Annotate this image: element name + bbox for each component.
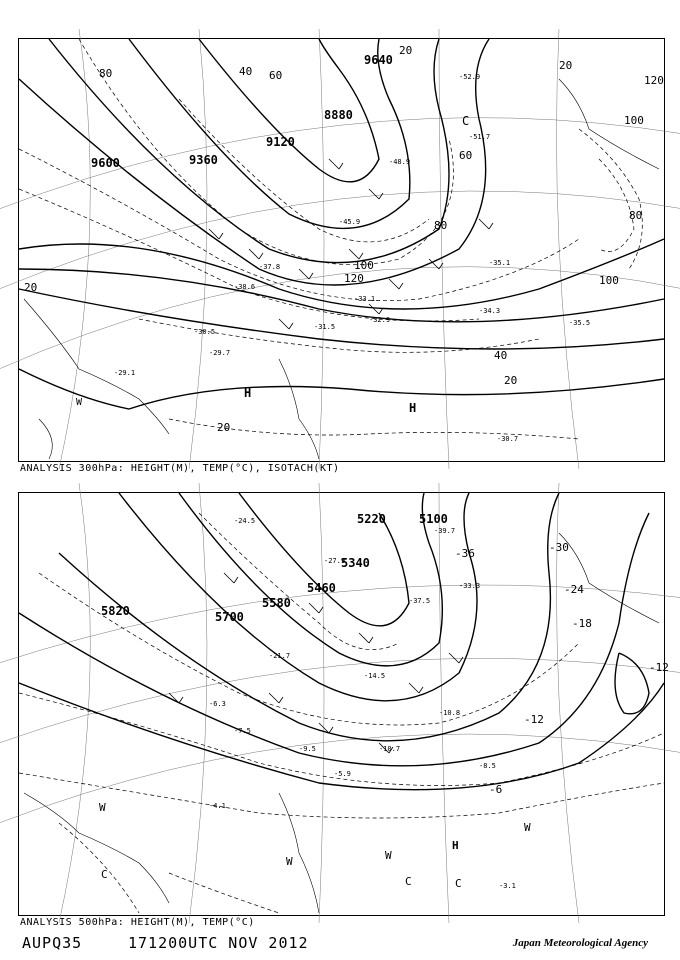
- height-label: 5460: [307, 581, 336, 595]
- isotach-label: 120: [644, 74, 664, 87]
- height-label: 9360: [189, 153, 218, 167]
- temp-label: -29.7: [209, 349, 231, 357]
- temp-label: -35.1: [489, 259, 511, 267]
- temperature-contours: [19, 513, 664, 913]
- height-label: 5820: [101, 604, 130, 618]
- high-pressure-marker: H: [452, 839, 459, 852]
- height-label: 5220: [357, 512, 386, 526]
- isotach-label: 60: [459, 149, 473, 162]
- station-label: -10.7: [379, 745, 401, 753]
- height-label: 9640: [364, 53, 393, 67]
- isotach-label: 40: [239, 65, 253, 78]
- station-label: -24.5: [234, 517, 256, 525]
- cold-center-marker: C: [405, 875, 412, 888]
- height-label: 8880: [324, 108, 353, 122]
- height-labels: [101, 512, 448, 624]
- isotach-label: 20: [217, 421, 231, 434]
- isotach-label: 100: [624, 114, 644, 127]
- temp-label: -38.6: [234, 283, 256, 291]
- temp-label: -29.1: [114, 369, 136, 377]
- station-label: -10.8: [439, 709, 461, 717]
- caption-300hpa: ANALYSIS 300hPa: HEIGHT(M), TEMP(°C), ISOTACH(KT): [20, 463, 340, 474]
- isotach-label: 20: [399, 44, 413, 57]
- temp-label: -52.9: [459, 73, 481, 81]
- map-300hpa-svg: [19, 39, 664, 461]
- warm-center-marker: W: [286, 855, 293, 868]
- pressure-centers: [99, 801, 531, 890]
- temp-label: -35.5: [569, 319, 591, 327]
- cold-center-marker: C: [101, 868, 108, 881]
- height-label: 5700: [215, 610, 244, 624]
- height-contours: [19, 493, 664, 790]
- cold-center-marker: C: [455, 877, 462, 890]
- station-label: -3.1: [499, 882, 516, 890]
- station-label: -37.5: [409, 597, 431, 605]
- height-label: 9600: [91, 156, 120, 170]
- isotach-label: 60: [269, 69, 283, 82]
- chart-id: AUPQ35: [22, 934, 83, 952]
- station-label: -33.3: [459, 582, 481, 590]
- temp-label: -34.3: [479, 307, 501, 315]
- station-label: -6.3: [209, 700, 226, 708]
- station-label: -5.9: [334, 770, 351, 778]
- temp-label: -45.9: [339, 218, 361, 226]
- temp-label: -32.9: [369, 316, 391, 324]
- station-label: -8.5: [479, 762, 496, 770]
- station-label: -39.7: [434, 527, 456, 535]
- temp-contour-label: -36: [455, 547, 475, 560]
- station-label: -14.5: [364, 672, 386, 680]
- isotach-label: 20: [24, 281, 38, 294]
- height-label: 5580: [262, 596, 291, 610]
- warm-center-marker: W: [76, 397, 83, 408]
- temp-label: -48.9: [389, 158, 411, 166]
- warm-center-marker: W: [385, 849, 392, 862]
- isotach-label: 20: [504, 374, 518, 387]
- temp-contour-label: -18: [572, 617, 592, 630]
- isotach-contours: [19, 39, 642, 439]
- isotach-label: 100: [599, 274, 619, 287]
- isotach-label: 80: [629, 209, 643, 222]
- wind-barbs: [209, 159, 493, 329]
- map-panel-500hpa: [18, 492, 669, 916]
- map-500hpa-svg: [19, 493, 669, 915]
- station-label: -21.7: [269, 652, 291, 660]
- station-labels: [209, 517, 516, 890]
- temp-contour-label: -24: [564, 583, 584, 596]
- temp-contour-label: -6: [489, 783, 503, 796]
- height-label: 5100: [419, 512, 448, 526]
- map-panel-300hpa: [18, 38, 665, 462]
- station-label: -7.5: [234, 727, 251, 735]
- valid-time: 171200UTC NOV 2012: [128, 934, 309, 952]
- warm-center-marker: W: [99, 801, 106, 814]
- warm-center-marker: W: [524, 821, 531, 834]
- isotach-label: 120: [344, 272, 364, 285]
- temp-label: -30.7: [497, 435, 519, 443]
- station-label: -4.1: [209, 802, 226, 810]
- isotach-label: 20: [559, 59, 573, 72]
- temperature-labels: [114, 73, 590, 443]
- isotach-label: 80: [99, 67, 113, 80]
- temp-label: -37.8: [259, 263, 281, 271]
- temp-label: -31.5: [314, 323, 336, 331]
- high-pressure-marker: H: [244, 386, 252, 400]
- station-label: -9.5: [299, 745, 316, 753]
- coastline: [24, 79, 659, 459]
- graticule: [0, 483, 680, 923]
- temp-contour-labels: [455, 541, 669, 796]
- temp-label: -33.1: [354, 295, 376, 303]
- temp-contour-label: -12: [524, 713, 544, 726]
- temp-contour-label: -12: [649, 661, 669, 674]
- high-pressure-marker: H: [409, 401, 417, 415]
- isotach-label: 40: [494, 349, 508, 362]
- temp-contour-label: -30: [549, 541, 569, 554]
- temp-label: -30.5: [194, 328, 216, 336]
- isotach-label: 80: [434, 219, 448, 232]
- height-label: 5340: [341, 556, 370, 570]
- agency-name: Japan Meteorological Agency: [512, 937, 648, 949]
- height-label: 9120: [266, 135, 295, 149]
- station-label: -27.9: [324, 557, 346, 565]
- caption-500hpa: ANALYSIS 500hPa: HEIGHT(M), TEMP(°C): [20, 917, 255, 928]
- cold-center-marker: C: [462, 114, 470, 128]
- temp-label: -51.7: [469, 133, 491, 141]
- isotach-label: 100: [354, 259, 374, 272]
